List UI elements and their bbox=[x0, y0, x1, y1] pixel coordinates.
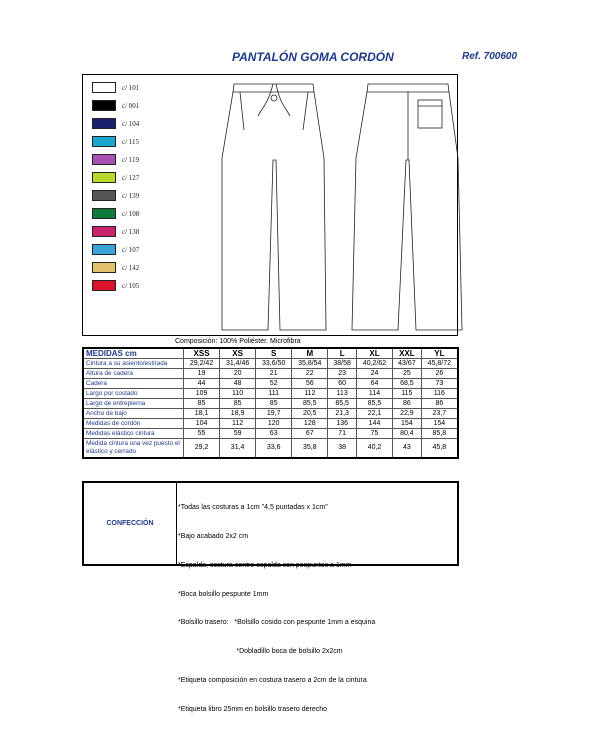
color-code: c/ 105 bbox=[122, 282, 140, 290]
table-cell: 111 bbox=[256, 389, 292, 399]
table-row bbox=[83, 439, 458, 459]
reference-code: Ref. 700600 bbox=[462, 51, 518, 62]
table-cell: 23,7 bbox=[421, 409, 458, 419]
row-label: Cintura a su asiento/estirada bbox=[83, 359, 184, 369]
table-cell: 128 bbox=[292, 419, 328, 429]
table-cell: 45,8 bbox=[421, 439, 458, 459]
column-header: XL bbox=[356, 348, 392, 359]
table-cell: 29,2 bbox=[184, 439, 220, 459]
confeccion-line: *Espalda, costura centro espalda con pespuntes a 1mm bbox=[178, 561, 352, 569]
table-header-row bbox=[83, 348, 458, 359]
confeccion-label: CONFECCIÓN bbox=[84, 483, 177, 564]
table-cell: 85 bbox=[256, 399, 292, 409]
trousers-back-illustration bbox=[352, 84, 462, 330]
table-cell: 59 bbox=[220, 429, 256, 439]
color-code: c/ 001 bbox=[122, 102, 140, 110]
table-cell: 52 bbox=[256, 379, 292, 389]
table-cell: 56 bbox=[292, 379, 328, 389]
table-cell: 40,2 bbox=[356, 439, 392, 459]
table-cell: 22 bbox=[292, 369, 328, 379]
table-cell: 38 bbox=[328, 439, 357, 459]
confeccion-line: *Etiqueta libro 25mm en bolsillo trasero derecho bbox=[178, 705, 328, 713]
table-row bbox=[83, 379, 458, 389]
table-cell: 85,5 bbox=[292, 399, 328, 409]
table-cell: 112 bbox=[292, 389, 328, 399]
column-header: XSS bbox=[184, 348, 220, 359]
color-code: c/ 107 bbox=[122, 246, 140, 254]
color-code: c/ 142 bbox=[122, 264, 140, 272]
table-cell: 20 bbox=[220, 369, 256, 379]
row-label: Altura de cadera bbox=[83, 369, 184, 379]
table-cell: 75 bbox=[356, 429, 392, 439]
row-label: Largo por costado bbox=[83, 389, 184, 399]
table-row bbox=[83, 429, 458, 439]
table-cell: 44 bbox=[184, 379, 220, 389]
table-cell: 63 bbox=[256, 429, 292, 439]
table-cell: 115 bbox=[393, 389, 422, 399]
table-cell: 86 bbox=[393, 399, 422, 409]
table-row bbox=[83, 409, 458, 419]
table-cell: 114 bbox=[356, 389, 392, 399]
table-row bbox=[83, 419, 458, 429]
column-header: XS bbox=[220, 348, 256, 359]
row-label: Ancho de bajo bbox=[83, 409, 184, 419]
table-cell: 48 bbox=[220, 379, 256, 389]
table-cell: 120 bbox=[256, 419, 292, 429]
table-cell: 67 bbox=[292, 429, 328, 439]
table-cell: 19,7 bbox=[256, 409, 292, 419]
confeccion-line: *Bajo acabado 2x2 cm bbox=[178, 532, 249, 540]
color-code: c/ 104 bbox=[122, 120, 140, 128]
table-cell: 64 bbox=[356, 379, 392, 389]
table-cell: 35,8 bbox=[292, 439, 328, 459]
table-cell: 25 bbox=[393, 369, 422, 379]
row-label: Medida cintura una vez puesto el elástico y cerrado bbox=[83, 439, 184, 459]
table-cell: 116 bbox=[421, 389, 458, 399]
table-cell: 19 bbox=[184, 369, 220, 379]
column-header: XXL bbox=[393, 348, 422, 359]
row-label: Largo de entrepierna bbox=[83, 399, 184, 409]
color-code: c/ 138 bbox=[122, 228, 140, 236]
table-cell: 110 bbox=[220, 389, 256, 399]
table-cell: 43 bbox=[393, 439, 422, 459]
table-row bbox=[83, 389, 458, 399]
table-row bbox=[83, 359, 458, 369]
table-cell: 20,5 bbox=[292, 409, 328, 419]
table-cell: 80,4 bbox=[393, 429, 422, 439]
color-code: c/ 101 bbox=[122, 84, 140, 92]
color-code: c/ 115 bbox=[122, 138, 140, 146]
table-cell: 43/67 bbox=[393, 359, 422, 369]
table-cell: 26 bbox=[421, 369, 458, 379]
table-cell: 113 bbox=[328, 389, 357, 399]
confeccion-line: *Dobladillo boca de bolsillo 2x2cm bbox=[178, 648, 343, 656]
table-cell: 33,6/50 bbox=[256, 359, 292, 369]
row-label: Medidas elástico cintura bbox=[83, 429, 184, 439]
table-cell: 31,4 bbox=[220, 439, 256, 459]
table-cell: 85 bbox=[184, 399, 220, 409]
confeccion-line: *Bolsillo trasero: *Bolsillo cosido con pespunte 1mm a esquina bbox=[178, 619, 376, 627]
table-cell: 85,8 bbox=[421, 429, 458, 439]
table-cell: 136 bbox=[328, 419, 357, 429]
table-cell: 154 bbox=[393, 419, 422, 429]
table-cell: 85 bbox=[220, 399, 256, 409]
row-label: Cadera bbox=[83, 379, 184, 389]
color-code: c/ 127 bbox=[122, 174, 140, 182]
column-header: L bbox=[328, 348, 357, 359]
table-cell: 18,9 bbox=[220, 409, 256, 419]
confeccion-box bbox=[82, 481, 459, 713]
column-header: M bbox=[292, 348, 328, 359]
table-cell: 144 bbox=[356, 419, 392, 429]
table-cell: 86 bbox=[421, 399, 458, 409]
table-row bbox=[83, 399, 458, 409]
row-label: Medidas de cordón bbox=[83, 419, 184, 429]
color-code: c/ 139 bbox=[122, 192, 140, 200]
table-cell: 71 bbox=[328, 429, 357, 439]
table-cell: 85,5 bbox=[356, 399, 392, 409]
table-cell: 40,2/62 bbox=[356, 359, 392, 369]
table-cell: 18,1 bbox=[184, 409, 220, 419]
column-header: YL bbox=[421, 348, 458, 359]
table-cell: 22,9 bbox=[393, 409, 422, 419]
page-title: PANTALÓN GOMA CORDÓN bbox=[232, 50, 394, 64]
confeccion-lines bbox=[178, 484, 375, 733]
measurements-table bbox=[82, 347, 459, 459]
color-code: c/ 119 bbox=[122, 156, 140, 164]
column-header: S bbox=[256, 348, 292, 359]
composition-text: Composición: 100% Poliéster. Microfibra bbox=[175, 338, 301, 345]
confeccion-line: *Todas las costuras a 1cm "4,5 puntadas x 1cm" bbox=[178, 504, 328, 512]
color-code: c/ 108 bbox=[122, 210, 140, 218]
table-cell: 154 bbox=[421, 419, 458, 429]
table-cell: 29,2/42 bbox=[184, 359, 220, 369]
column-header: MEDIDAS cm bbox=[83, 348, 184, 359]
table-cell: 21,3 bbox=[328, 409, 357, 419]
table-cell: 31,4/46 bbox=[220, 359, 256, 369]
table-cell: 85,5 bbox=[328, 399, 357, 409]
table-cell: 22,1 bbox=[356, 409, 392, 419]
table-cell: 33,6 bbox=[256, 439, 292, 459]
confeccion-line: *Etiqueta composición en costura trasero a 2cm de la cintura bbox=[178, 676, 367, 684]
table-cell: 112 bbox=[220, 419, 256, 429]
table-cell: 60 bbox=[328, 379, 357, 389]
table-cell: 45,8/72 bbox=[421, 359, 458, 369]
table-cell: 35,8/54 bbox=[292, 359, 328, 369]
trousers-front-illustration bbox=[222, 84, 326, 330]
table-row bbox=[83, 369, 458, 379]
table-cell: 73 bbox=[421, 379, 458, 389]
table-cell: 104 bbox=[184, 419, 220, 429]
table-cell: 55 bbox=[184, 429, 220, 439]
table-cell: 21 bbox=[256, 369, 292, 379]
confeccion-line: *Boca bolsillo pespunte 1mm bbox=[178, 590, 269, 598]
table-cell: 23 bbox=[328, 369, 357, 379]
table-cell: 109 bbox=[184, 389, 220, 399]
table-cell: 68,5 bbox=[393, 379, 422, 389]
table-cell: 24 bbox=[356, 369, 392, 379]
table-cell: 38/58 bbox=[328, 359, 357, 369]
